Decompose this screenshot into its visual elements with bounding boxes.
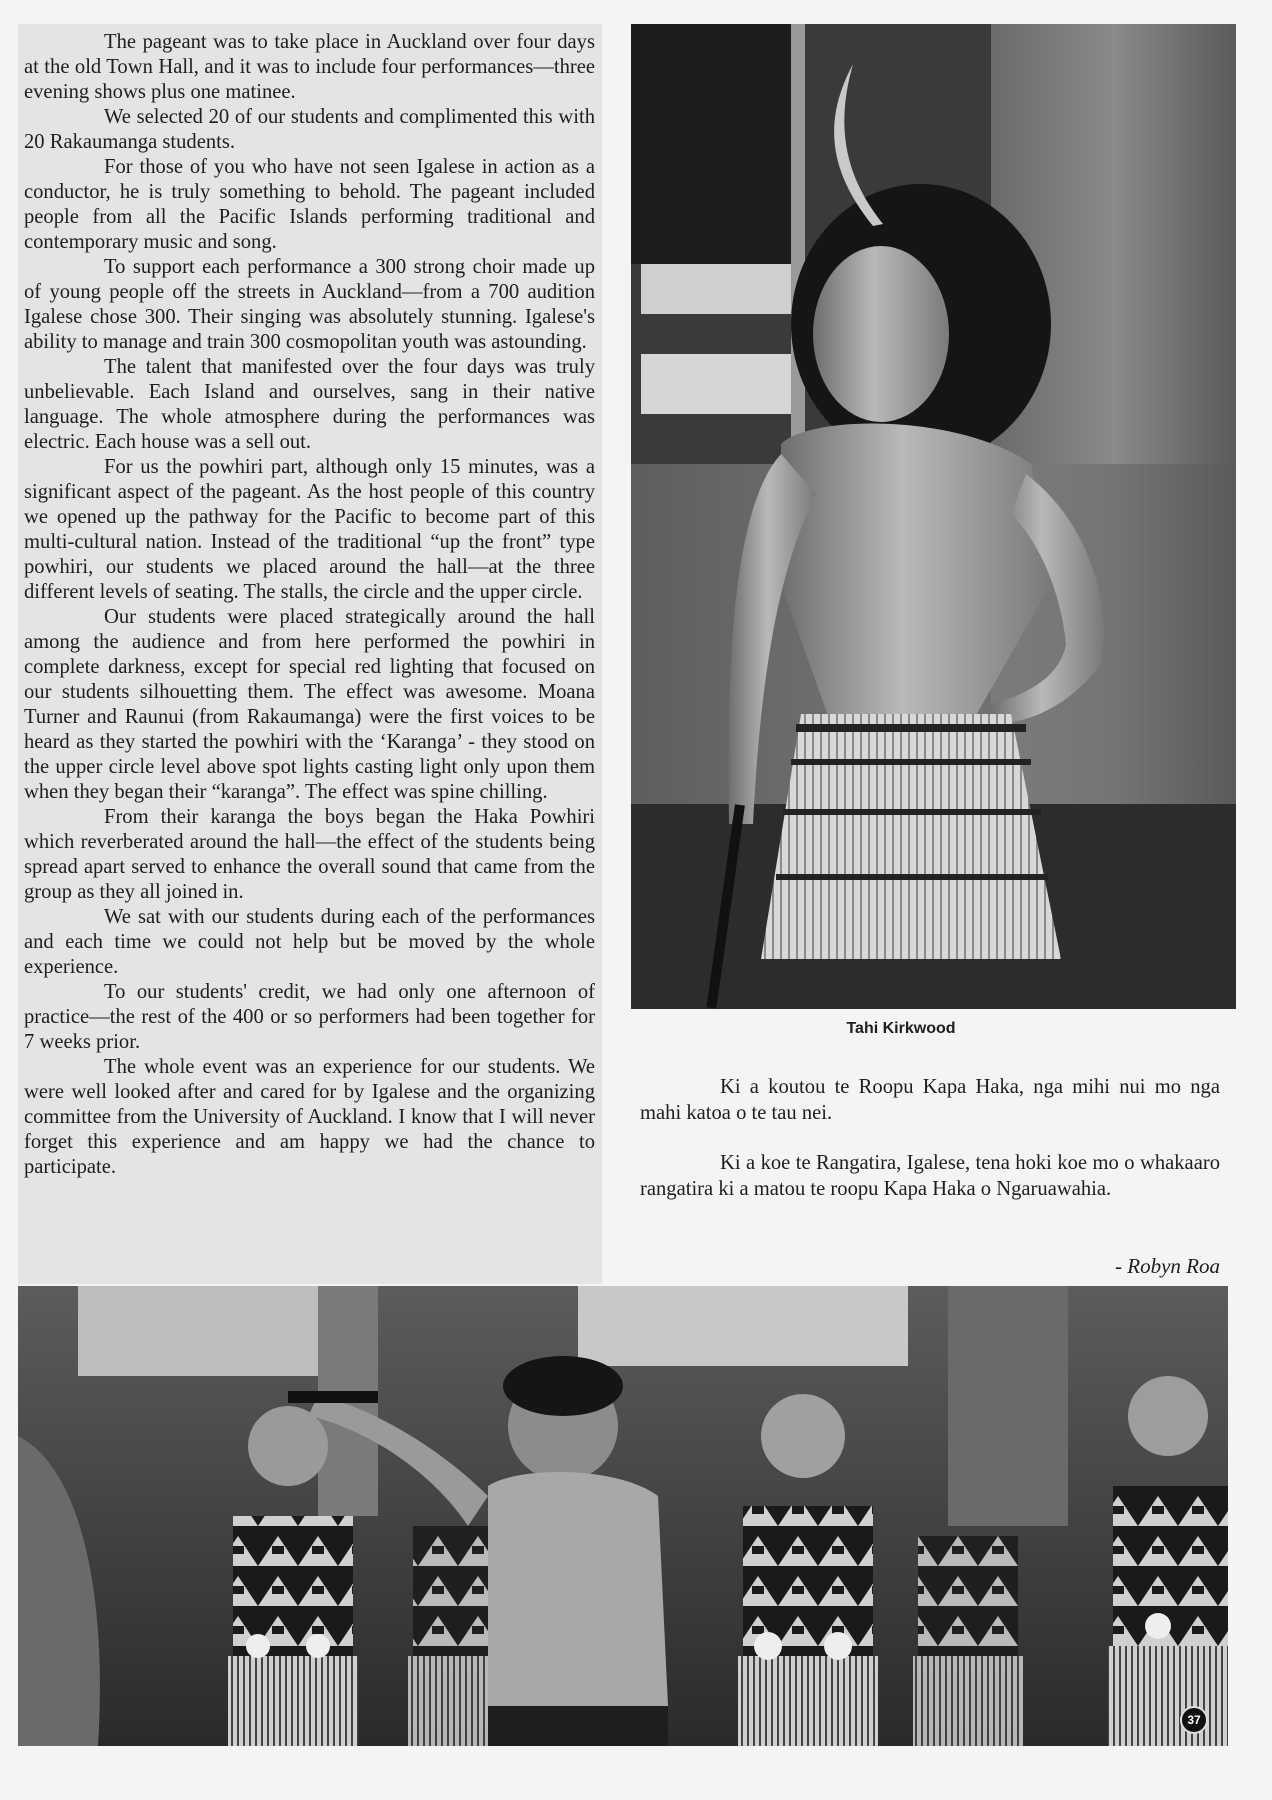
closing-text	[640, 1074, 1220, 1226]
article-paragraph: We selected 20 of our students and complimented this with 20 Rakaumanga students.	[24, 106, 595, 153]
performer-photo-image	[631, 24, 1236, 1009]
photo-caption: Tahi Kirkwood	[846, 1020, 956, 1037]
article-paragraph: Our students were placed strategically around the hall among the audience and from here performed the powhiri in complete darkness, except for special red lighting that focused on our students silhouetting them. The effect was awesome. Moana Turner and Raunui (from Rakaumanga) were the first voices to be heard as they started the powhiri with the ‘Karanga’ - they stood on the upper circle level above spot lights casting light only upon them when they began their “karanga”. The effect was spine chilling.	[24, 606, 595, 803]
article-body	[24, 30, 595, 1180]
article-paragraph: From their karanga the boys began the Haka Powhiri which reverberated around the hall—the effect of the students being spread apart served to enhance the overall sound that came from the group as they all joined in.	[24, 806, 595, 903]
performer-photo	[631, 24, 1236, 1009]
author-signature: - Robyn Roa	[1115, 1254, 1220, 1278]
page-number: 37	[1180, 1706, 1208, 1734]
article-paragraph: The whole event was an experience for our students. We were well looked after and cared for by Igalese and the organizing committee from the University of Auckland. I know that I will never forget this experience and am happy we had the chance to participate.	[24, 1056, 595, 1178]
article-paragraph: To our students' credit, we had only one afternoon of practice—the rest of the 400 or so performers had been together for 7 weeks prior.	[24, 981, 595, 1053]
closing-paragraph: Ki a koe te Rangatira, Igalese, tena hoki koe mo o whakaaro rangatira ki a matou te roopu Kapa Haka o Ngaruawahia.	[640, 1152, 1220, 1200]
article-paragraph: For those of you who have not seen Igalese in action as a conductor, he is truly something to behold. The pageant included people from all the Pacific Islands performing traditional and contemporary music and song.	[24, 156, 595, 253]
article-paragraph: We sat with our students during each of the performances and each time we could not help but be moved by the whole experience.	[24, 906, 595, 978]
group-photo	[18, 1286, 1228, 1746]
article-paragraph: The pageant was to take place in Auckland over four days at the old Town Hall, and it was to include four performances—three evening shows plus one matinee.	[24, 31, 595, 103]
article-paragraph: The talent that manifested over the four days was truly unbelievable. Each Island and ourselves, sang in their native language. The whole atmosphere during the performances was electric. Each house was a sell out.	[24, 356, 595, 453]
group-photo-image	[18, 1286, 1228, 1746]
closing-paragraph: Ki a koutou te Roopu Kapa Haka, nga mihi nui mo nga mahi katoa o te tau nei.	[640, 1076, 1220, 1124]
article-paragraph: For us the powhiri part, although only 15 minutes, was a significant aspect of the pageant. As the host people of this country we opened up the pathway for the Pacific to become part of this multi-cultural nation. Instead of the traditional “up the front” type powhiri, our students we placed around the hall—at the three different levels of seating. The stalls, the circle and the upper circle.	[24, 456, 595, 603]
article-paragraph: To support each performance a 300 strong choir made up of young people off the streets in Auckland—from a 700 audition Igalese chose 300. Their singing was absolutely stunning. Igalese's ability to manage and train 300 cosmopolitan youth was astounding.	[24, 256, 595, 353]
